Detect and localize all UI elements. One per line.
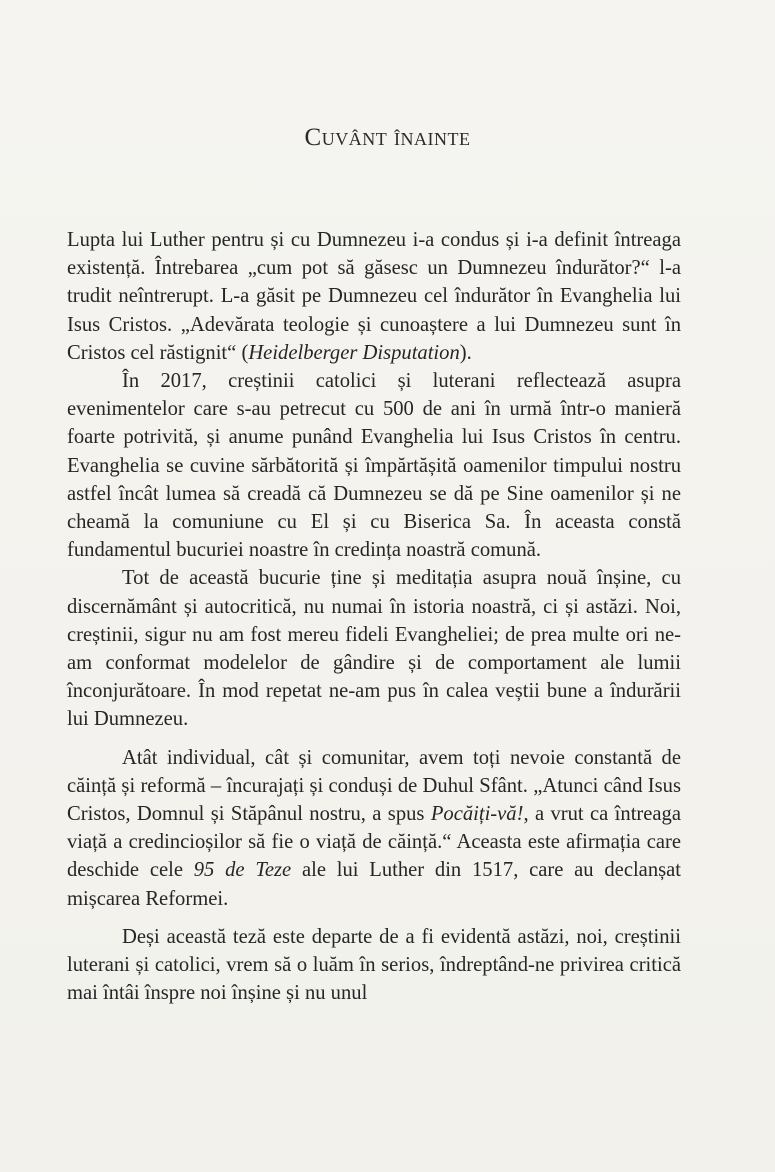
paragraph-5: Deși această teză este departe de a fi evidentă astăzi, noi, creștinii luterani și catolici, vrem să o luăm în serios, îndreptând-ne privirea critică mai întâi înspre noi înșine și nu unul — [67, 925, 681, 1005]
paragraph-4 — [67, 744, 681, 913]
paragraph-1-italic: Heidelberger Disputation — [248, 341, 460, 364]
body-text — [67, 226, 681, 1007]
paragraph-4-text-a: Atât individual, cât și comunitar, avem toți nevoie constantă de căință și reformă – încurajați și conduși de Duhul Sfânt. „Atunci când Isus Cristos, Domnul și Stăpânul nostru, a spus — [67, 746, 681, 826]
chapter-heading: Cuvânt înainte — [304, 124, 471, 151]
paragraph-4-text-c: ale lui Luther din 1517, care au declanșat mișcarea Reformei. — [67, 859, 681, 910]
paragraph-4-text-b: , a vrut ca întreaga viață a credincioșilor să fie o viață de căință.“ Aceasta este afirmația care deschide cele — [67, 803, 681, 882]
paragraph-2: În 2017, creștinii catolici și luterani reflectează asupra evenimentelor care s-au petrecut cu 500 de ani în urmă într-o manieră foarte potrivită, și anume punând Evanghelia lui Isus Cristos în centru. Evanghelia se cuvine sărbătorită și împărtășită oamenilor timpului nostru astfel încât lumea să creadă că Dumnezeu se dă pe Sine oamenilor și ne cheamă la comuniune cu El și cu Biserica Sa. În aceasta constă fundamentul bucuriei noastre în credința noastră comună. — [67, 370, 681, 562]
paragraph-1-text-a: Lupta lui Luther pentru și cu Dumnezeu i-a condus și i-a definit întreaga existență. Întrebarea „cum pot să găsesc un Dumnezeu îndurător?“ l-a trudit neîntrerupt. L-a găsit pe Dumnezeu cel îndurător în Evanghelia lui Isus Cristos. „Adevărata teologie și cunoaștere a lui Dumnezeu sunt în Cristos cel răstignit“ ( — [67, 229, 681, 364]
paragraph-4-italic-2: 95 de Teze — [193, 859, 292, 882]
paragraph-4-italic-1: Pocăiți-vă! — [430, 803, 524, 826]
paragraph-1-text-b: ). — [459, 341, 472, 364]
paragraph-1 — [67, 226, 681, 367]
paragraph-3: Tot de această bucurie ține și meditația asupra nouă înșine, cu discernământ și autocritică, nu numai în istoria noastră, ci și astăzi. Noi, creștinii, sigur nu am fost mereu fideli Evangheliei; de prea multe ori ne-am conformat modelelor de gândire și de comportament ale lumii înconjurătoare. În mod repetat ne-am pus în calea veștii bune a îndurării lui Dumnezeu. — [67, 567, 681, 731]
